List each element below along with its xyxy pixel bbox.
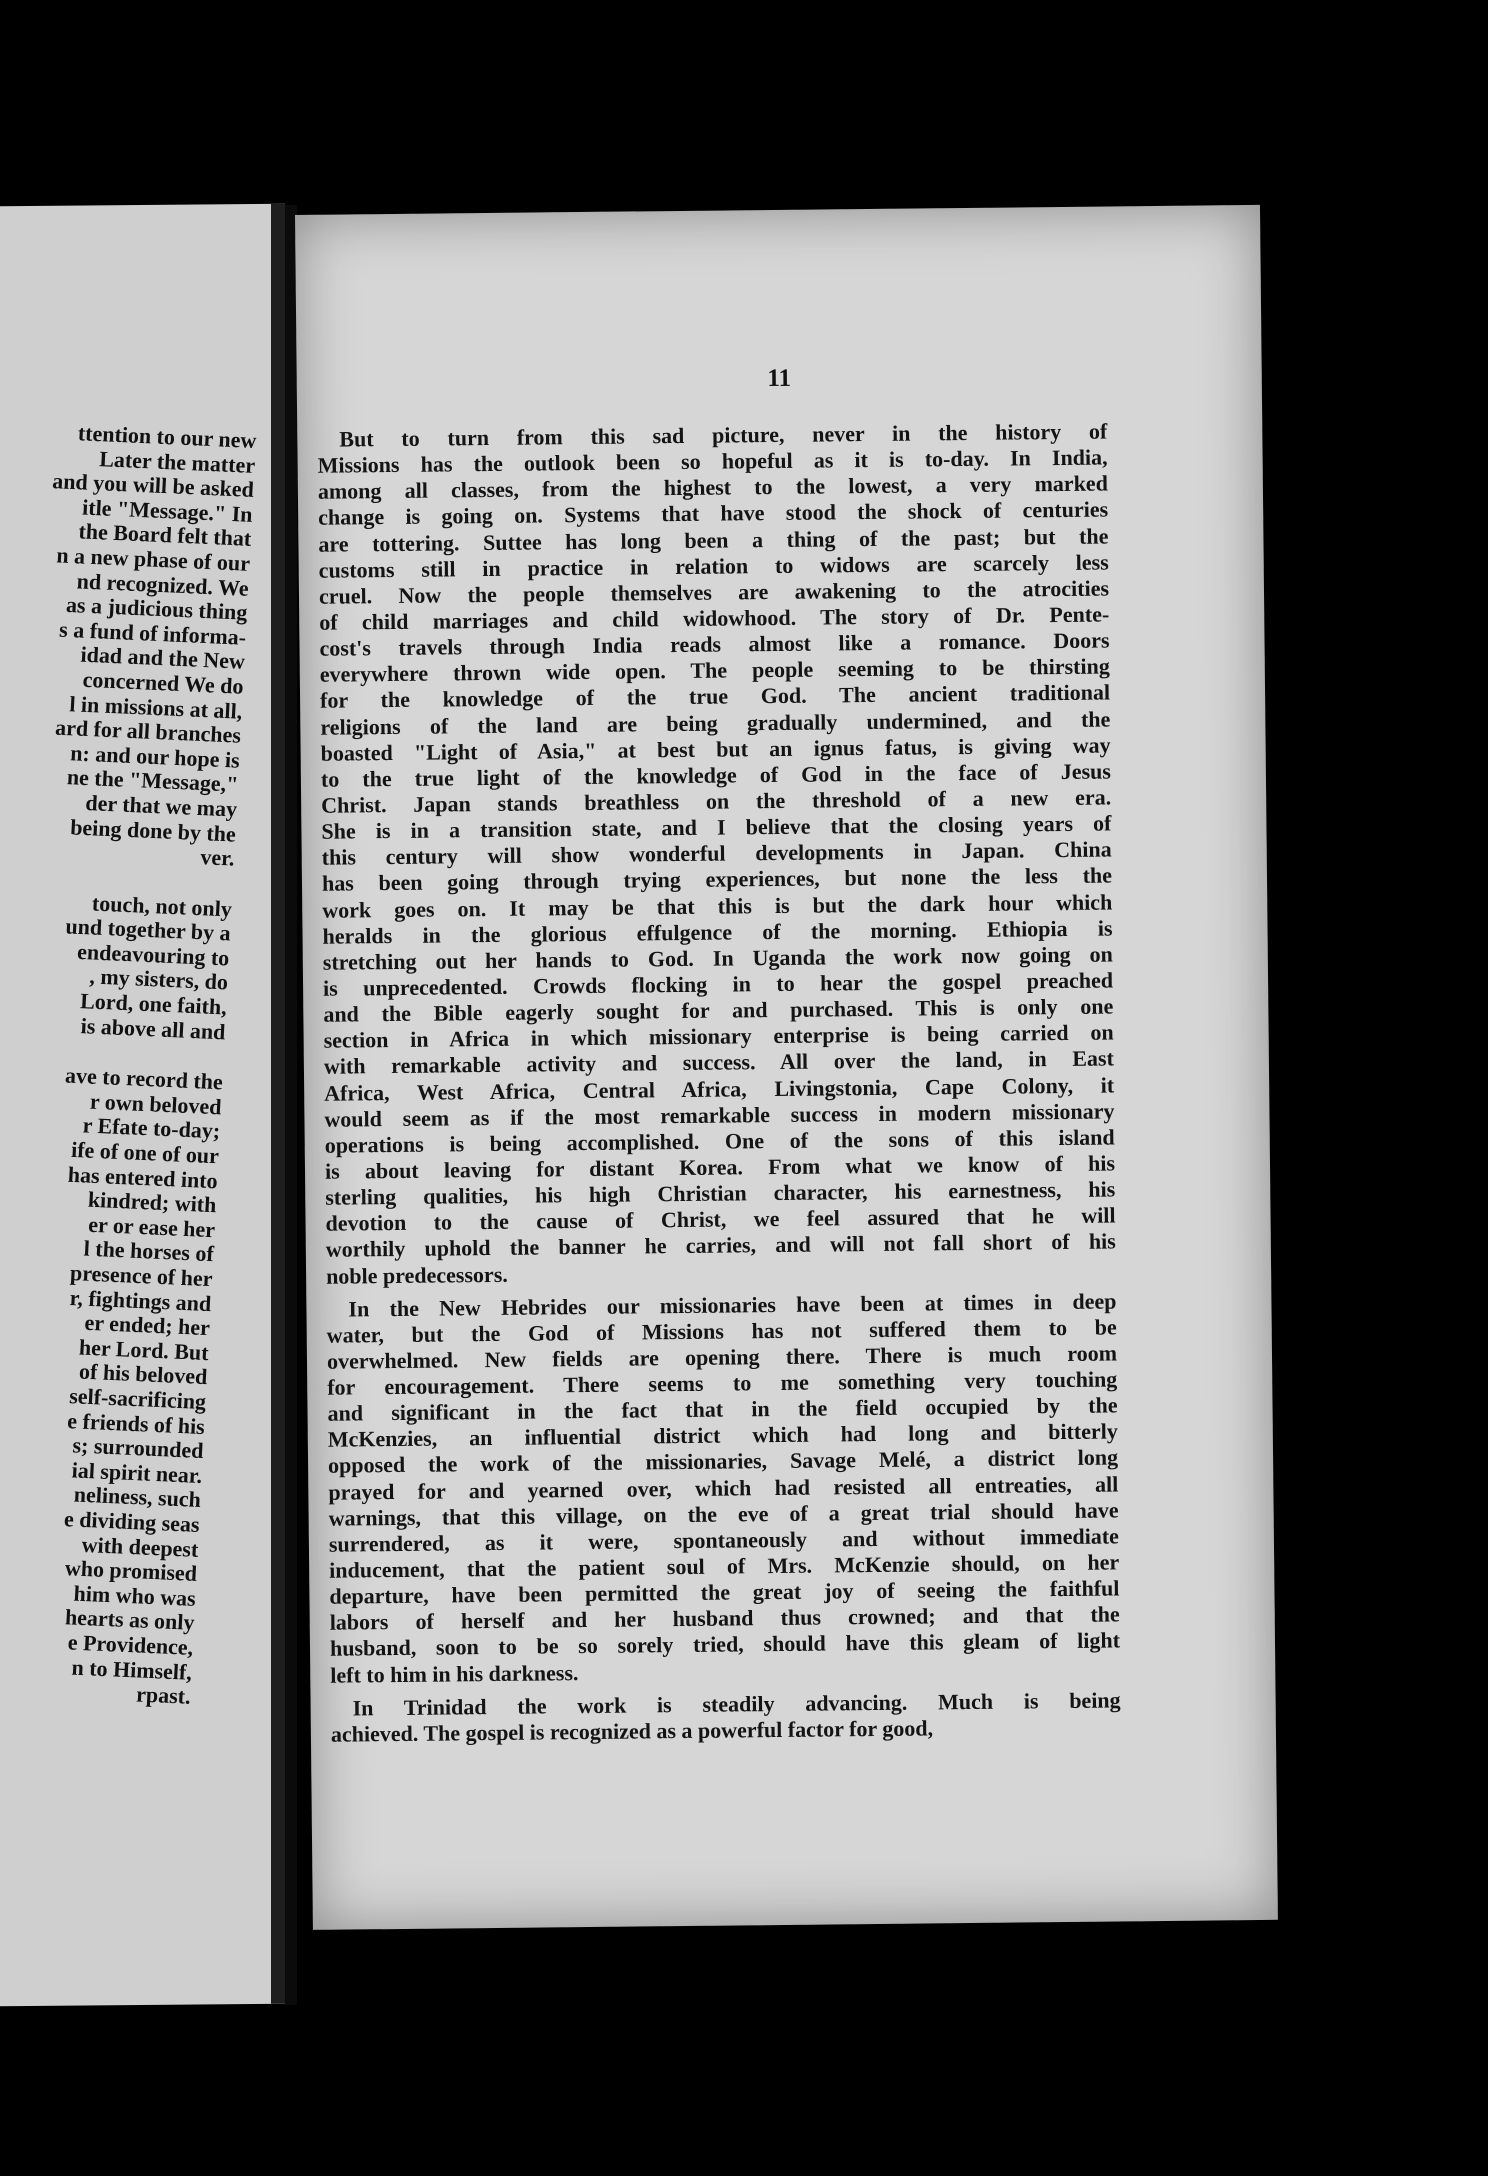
left-text-line: her Lord. But (78, 1334, 210, 1365)
text-line: change is going on. Systems that have stood the shock of centuries (318, 496, 1109, 531)
text-line: McKenzies, an influential district which had long and bitterly (327, 1418, 1118, 1453)
left-text-line: of his beloved (78, 1358, 208, 1390)
text-line: operations is being accomplished. One of the sons of this island (324, 1124, 1115, 1158)
text-line: with remarkable activity and success. All over the land, in East (323, 1045, 1115, 1080)
left-text-line: self-sacrificing (68, 1383, 207, 1415)
text-line: Africa, West Africa, Central Africa, Livingstonia, Cape Colony, it (324, 1071, 1115, 1106)
text-line: religions of the land are being gradually undermined, and the (320, 706, 1111, 740)
left-text-line: l the horses of (83, 1235, 215, 1267)
left-page-text (0, 418, 257, 1709)
left-text-line: the Board felt that (77, 518, 252, 552)
text-line: devotion to the cause of Christ, we feel assured that he will (325, 1202, 1116, 1236)
left-text-line: kindred; with (87, 1186, 218, 1218)
text-line: stretching out her hands to God. In Uganda the work now going on (322, 941, 1113, 975)
text-line: water, but the God of Missions has not suffered them to be (326, 1314, 1117, 1348)
left-text-line: who promised (64, 1555, 198, 1587)
left-text-line: hearts as only (64, 1604, 196, 1636)
left-text-line: neliness, such (73, 1481, 202, 1513)
left-text-line: concerned We do (82, 666, 245, 699)
left-page (0, 204, 285, 2006)
text-line: warnings, that this village, on the eve of a great trial should have (328, 1497, 1119, 1531)
text-line: this century will show wonderful developments in Japan. China (321, 836, 1112, 871)
right-page (295, 205, 1278, 1930)
left-text-line: ttention to our new (77, 420, 258, 453)
left-text-line: ver. (199, 844, 236, 871)
text-line: In Trinidad the work is steadily advancing. Much is being (352, 1687, 1121, 1721)
left-text-line: und together by a (64, 913, 232, 946)
paragraph (331, 1687, 1122, 1748)
text-line: to the true light of the knowledge of God in the face of Jesus (320, 758, 1111, 792)
text-line: is about leaving for distant Korea. From what we know of his (324, 1150, 1116, 1184)
left-text-line: and you will be asked (51, 468, 255, 503)
left-text-line: e friends of his (66, 1407, 206, 1439)
paragraph (317, 419, 1116, 1290)
left-text-line: Lord, one faith, (79, 988, 228, 1020)
left-text-line: ard for all branches (54, 714, 242, 748)
left-text-line: has entered into (67, 1161, 219, 1193)
left-text-line: being done by the (69, 813, 237, 847)
left-text-line: l in missions at all, (68, 690, 243, 724)
left-text-line: is above all and (80, 1012, 227, 1045)
text-line: Missions has the outlook been so hopeful as it is to-day. In India, (317, 444, 1108, 478)
left-text-line: r own beloved (89, 1088, 223, 1120)
left-text-line: n a new phase of our (55, 542, 251, 576)
text-line: sterling qualities, his high Christian character, his earnestness, his (325, 1176, 1116, 1210)
left-text-line: idad and the New (79, 641, 246, 675)
left-text-line: , my sisters, do (88, 963, 229, 995)
page-number: 11 (767, 364, 792, 393)
left-text-line: der that we may (84, 789, 238, 822)
left-text-line: e Providence, (67, 1629, 194, 1660)
page-fold-shadow (271, 204, 285, 2004)
left-text-line: r Efate to-day; (82, 1112, 221, 1144)
text-line: surrendered, as it were, spontaneously and without immediate (328, 1523, 1120, 1557)
left-text-line: ne the "Message," (66, 764, 240, 797)
text-line: are tottering. Suttee has long been a thing of the past; but the (318, 523, 1109, 557)
left-text-line: Later the matter (98, 445, 256, 478)
left-text-line: touch, not only (91, 890, 233, 922)
left-text-line: rpast. (135, 1681, 192, 1709)
text-line: would seem as if the most remarkable success in modern missionary (324, 1098, 1115, 1132)
text-line: of child marriages and child widowhood. The story of Dr. Pente- (319, 601, 1110, 635)
text-line: everywhere thrown wide open. The people seeming to be thirsting (319, 653, 1110, 688)
left-text-line: itle "Message." In (81, 494, 254, 527)
text-line: has been going through trying experiences, but none the less the (321, 862, 1113, 897)
left-text-line: n: and our hope is (69, 740, 241, 773)
left-text-line: as a judicious thing (65, 592, 249, 625)
text-line: boasted "Light of Asia," at best but an ignus fatus, is giving way (320, 732, 1111, 766)
left-text-line: s a fund of informa- (58, 616, 247, 650)
text-line: inducement, that the patient soul of Mrs. McKenzie should, on her (329, 1549, 1120, 1583)
left-text-line: ife of one of our (70, 1136, 220, 1169)
text-line: departure, have been permitted the great joy of seeing the faithful (329, 1575, 1120, 1609)
text-line: is unprecedented. Crowds flocking in to hear the gospel preached (322, 967, 1114, 1001)
left-text-line: n to Himself, (71, 1654, 193, 1685)
text-line: But to turn from this sad picture, never in the history of (339, 418, 1108, 452)
body-text (317, 419, 1121, 1755)
text-line: left to him in his darkness. (330, 1659, 579, 1688)
text-line: prayed for and yearned over, which had resisted all entreaties, all (328, 1471, 1119, 1505)
text-line: cost's travels through India reads almost like a romance. Doors (319, 627, 1110, 661)
left-text-line: nd recognized. We (76, 567, 250, 601)
text-line: opposed the work of the missionaries, Savage Melé, a district long (327, 1444, 1119, 1479)
text-line: Christ. Japan stands breathless on the threshold of a new era. (321, 784, 1112, 818)
text-line: In the New Hebrides our missionaries have been at times in deep (348, 1288, 1117, 1322)
text-line: among all classes, from the highest to the lowest, a very marked (317, 470, 1108, 505)
left-text-line: with deepest (81, 1531, 199, 1562)
left-text-line: er ended; her (83, 1309, 211, 1341)
text-line: customs still in practice in relation to widows are scarcely less (318, 549, 1109, 583)
text-line: section in Africa in which missionary enterprise is being carried on (323, 1019, 1114, 1053)
text-line: noble predecessors. (325, 1261, 508, 1289)
left-text-line: e dividing seas (63, 1506, 201, 1537)
text-line: work goes on. It may be that this is but the dark hour which (322, 889, 1113, 923)
left-text-line: presence of her (69, 1260, 214, 1292)
text-line: for encouragement. There seems to me something very touching (327, 1366, 1118, 1400)
book-gutter (285, 205, 297, 2005)
text-line: cruel. Now the people themselves are awakening to the atrocities (318, 575, 1110, 609)
text-line: worthily uphold the banner he carries, and will not fall short of his (325, 1228, 1116, 1263)
text-line: She is in a transition state, and I believe that the closing years of (321, 810, 1112, 844)
left-text-line: r, fightings and (69, 1284, 212, 1316)
left-text-line: ave to record the (64, 1062, 224, 1095)
text-line: for the knowledge of the true God. The ancient traditional (319, 679, 1111, 714)
left-text-line: ial spirit near. (71, 1457, 203, 1488)
text-line: husband, soon to be so sorely tried, should have this gleam of light (329, 1627, 1121, 1662)
text-line: achieved. The gospel is recognized as a powerful factor for good, (330, 1715, 934, 1747)
text-line: overwhelmed. New fields are opening there. There is much room (326, 1340, 1118, 1374)
left-text-line: endeavouring to (76, 938, 230, 971)
left-text-line: him who was (73, 1580, 197, 1611)
text-line: and significant in the fact that in the field occupied by the (327, 1392, 1118, 1426)
left-text-line: er or ease her (87, 1211, 216, 1243)
text-line: heralds in the glorious effulgence of the morning. Ethiopia is (322, 915, 1113, 949)
paragraph (326, 1288, 1120, 1688)
left-text-line: s; surrounded (71, 1432, 205, 1464)
text-line: labors of herself and her husband thus crowned; and that the (329, 1601, 1120, 1636)
text-line: and the Bible eagerly sought for and purchased. This is only one (323, 993, 1114, 1027)
